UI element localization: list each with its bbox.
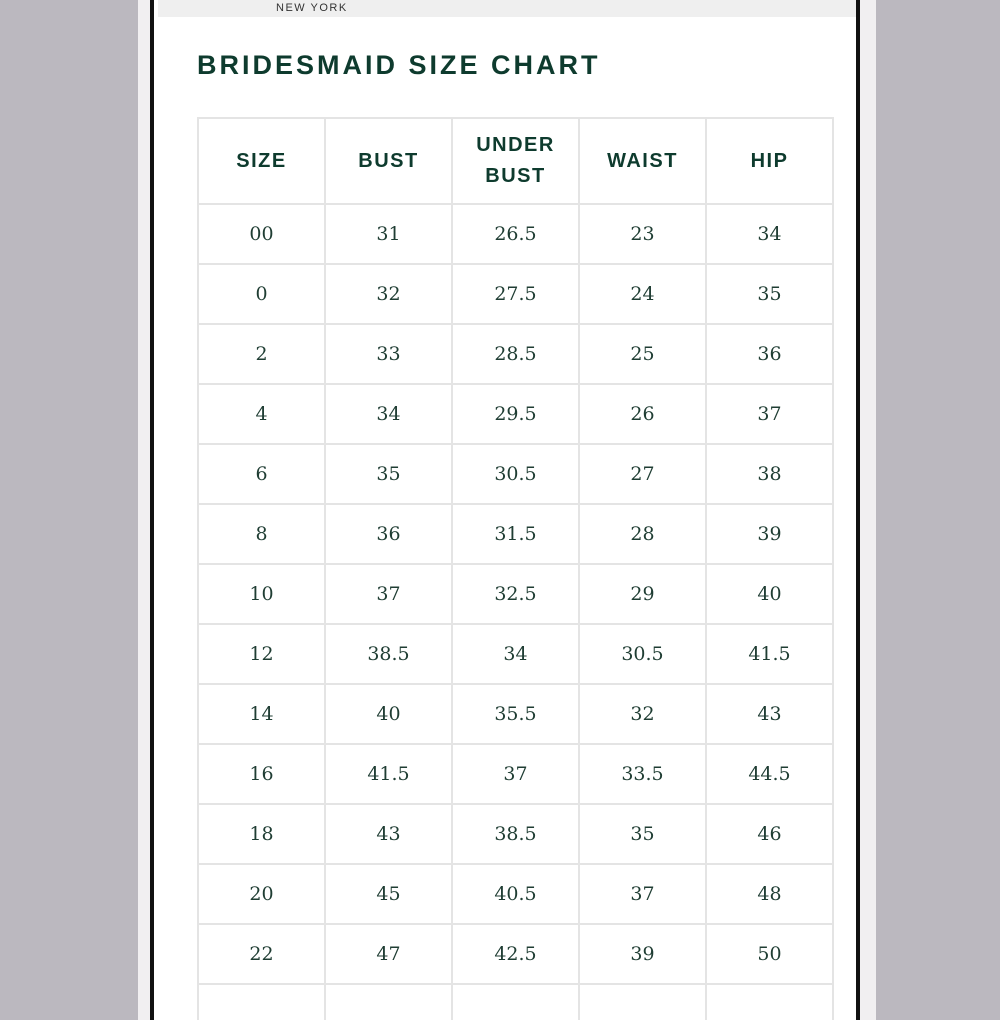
- cell-size: 22: [198, 924, 325, 984]
- cell-waist: 37: [579, 864, 706, 924]
- cell-waist: 25: [579, 324, 706, 384]
- cell-under-bust: 35.5: [452, 684, 579, 744]
- cell-under-bust: 30.5: [452, 444, 579, 504]
- table-row: [198, 864, 833, 924]
- table-row: [198, 444, 833, 504]
- page-title: BRIDESMAID SIZE CHART: [197, 50, 601, 80]
- cell-hip: 41.5: [706, 624, 833, 684]
- cell-bust: 34: [325, 384, 452, 444]
- cell-waist: 35: [579, 804, 706, 864]
- cell-under-bust: 38.5: [452, 804, 579, 864]
- cell-hip: 36: [706, 324, 833, 384]
- cell-waist: [579, 984, 706, 1020]
- table-row: [198, 924, 833, 984]
- cell-size: 10: [198, 564, 325, 624]
- cell-size: 16: [198, 744, 325, 804]
- cell-hip: 44.5: [706, 744, 833, 804]
- size-chart-table: [197, 117, 834, 1020]
- cell-hip: 48: [706, 864, 833, 924]
- brand-subtitle: NEW YORK: [276, 2, 348, 14]
- cell-bust: 31: [325, 204, 452, 264]
- cell-waist: 24: [579, 264, 706, 324]
- cell-under-bust: 26.5: [452, 204, 579, 264]
- column-header-hip: HIP: [706, 118, 833, 204]
- table-row: [198, 684, 833, 744]
- cell-hip: 40: [706, 564, 833, 624]
- table-row: [198, 564, 833, 624]
- table-header-row: [198, 118, 833, 204]
- cell-size: 20: [198, 864, 325, 924]
- cell-hip: 38: [706, 444, 833, 504]
- cell-under-bust: 29.5: [452, 384, 579, 444]
- cell-hip: 37: [706, 384, 833, 444]
- cell-bust: 47: [325, 924, 452, 984]
- table-row: [198, 804, 833, 864]
- cell-hip: 46: [706, 804, 833, 864]
- table-row: [198, 204, 833, 264]
- cell-size: 4: [198, 384, 325, 444]
- cell-size: 6: [198, 444, 325, 504]
- cell-under-bust: 37: [452, 744, 579, 804]
- cell-bust: 41.5: [325, 744, 452, 804]
- cell-bust: 37: [325, 564, 452, 624]
- cell-waist: 23: [579, 204, 706, 264]
- cell-under-bust: 32.5: [452, 564, 579, 624]
- cell-waist: 32: [579, 684, 706, 744]
- cell-bust: 36: [325, 504, 452, 564]
- cell-size: 00: [198, 204, 325, 264]
- cell-under-bust: 40.5: [452, 864, 579, 924]
- table-row: [198, 324, 833, 384]
- cell-hip: 43: [706, 684, 833, 744]
- cell-size: 18: [198, 804, 325, 864]
- cell-waist: 27: [579, 444, 706, 504]
- cell-under-bust: 28.5: [452, 324, 579, 384]
- cell-hip: 34: [706, 204, 833, 264]
- cell-under-bust: 31.5: [452, 504, 579, 564]
- cell-hip: 50: [706, 924, 833, 984]
- cell-waist: 30.5: [579, 624, 706, 684]
- cell-hip: 39: [706, 504, 833, 564]
- table-body: [198, 204, 833, 1020]
- table-row: [198, 504, 833, 564]
- table-row: [198, 384, 833, 444]
- cell-size: 2: [198, 324, 325, 384]
- cell-bust: 33: [325, 324, 452, 384]
- cell-size: [198, 984, 325, 1020]
- table-row: [198, 264, 833, 324]
- cell-bust: [325, 984, 452, 1020]
- cell-under-bust: 42.5: [452, 924, 579, 984]
- cell-hip: [706, 984, 833, 1020]
- cell-under-bust: [452, 984, 579, 1020]
- column-header-bust: BUST: [325, 118, 452, 204]
- cell-waist: 28: [579, 504, 706, 564]
- cell-bust: 40: [325, 684, 452, 744]
- cell-size: 14: [198, 684, 325, 744]
- column-header-under-bust: UNDER BUST: [452, 118, 579, 204]
- cell-waist: 29: [579, 564, 706, 624]
- cell-bust: 43: [325, 804, 452, 864]
- table-row: [198, 744, 833, 804]
- cell-under-bust: 34: [452, 624, 579, 684]
- cell-waist: 33.5: [579, 744, 706, 804]
- cell-bust: 35: [325, 444, 452, 504]
- cell-bust: 45: [325, 864, 452, 924]
- cell-size: 0: [198, 264, 325, 324]
- cell-size: 8: [198, 504, 325, 564]
- column-header-waist: WAIST: [579, 118, 706, 204]
- cell-size: 12: [198, 624, 325, 684]
- cell-hip: 35: [706, 264, 833, 324]
- cell-waist: 39: [579, 924, 706, 984]
- page-screen: [150, 0, 860, 1020]
- table-row: [198, 624, 833, 684]
- cell-under-bust: 27.5: [452, 264, 579, 324]
- cell-waist: 26: [579, 384, 706, 444]
- header-bar: [158, 0, 856, 17]
- cell-bust: 38.5: [325, 624, 452, 684]
- cell-bust: 32: [325, 264, 452, 324]
- column-header-size: SIZE: [198, 118, 325, 204]
- table-row: [198, 984, 833, 1020]
